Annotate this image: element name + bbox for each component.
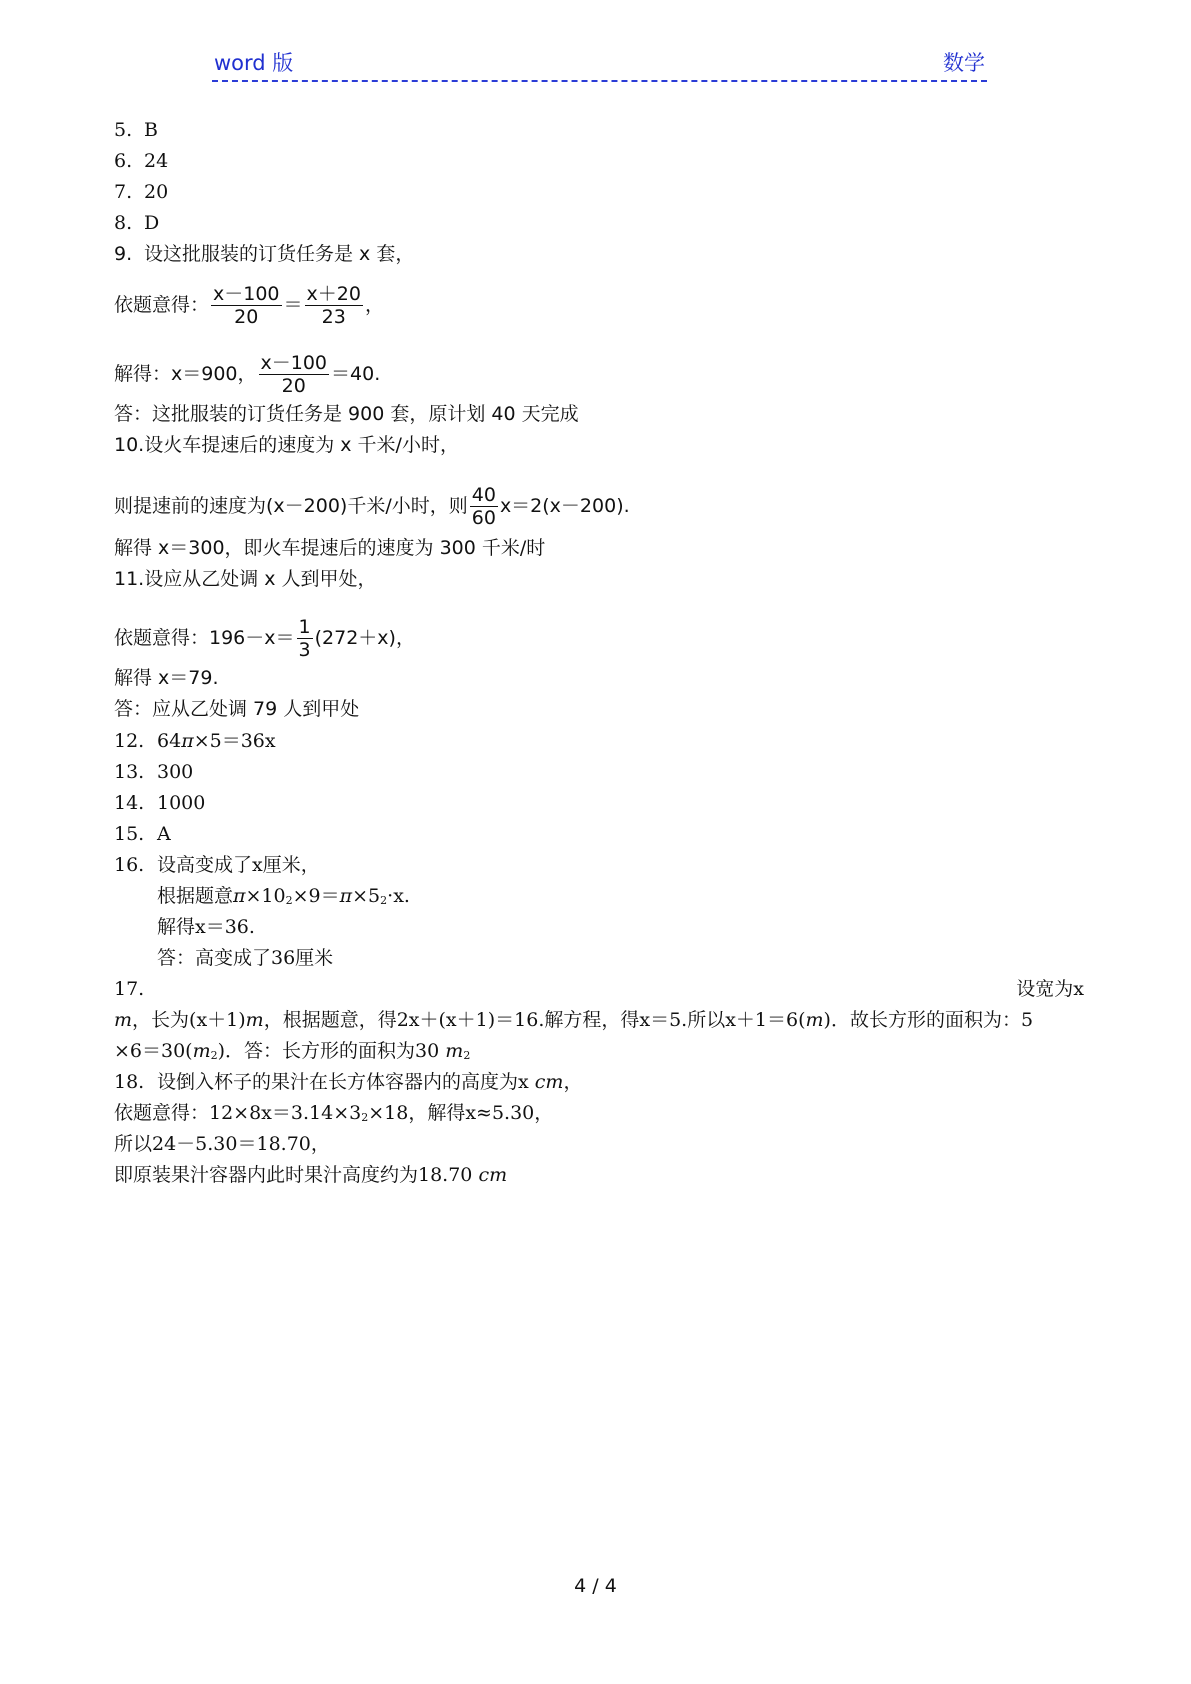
- header-right-label: 数学: [943, 51, 985, 75]
- page-number: 4 / 4: [574, 1575, 617, 1597]
- answer-11-solution: 解得 x＝79.: [114, 667, 219, 689]
- answer-16-equation: 根据题意$\pi\times 10^2\times 9=\pi\times 5^2\cdot x$.: [157, 885, 410, 907]
- answer-10-line-1: 10.设火车提速后的速度为 x 千米/小时，: [114, 434, 459, 456]
- answer-17-line-2: m，长为(x＋1)m，根据题意，得2x＋(x＋1)＝16.解方程，得x＝5.所以x＋1＝6(m)．故长方形的面积为：5: [114, 1009, 1034, 1031]
- answer-18-line-1: 18. 设倒入杯子的果汁在长方体容器内的高度为x cm，: [114, 1071, 583, 1093]
- answer-18-line-4: 即原装果汁容器内此时果汁高度约为18.70 cm: [114, 1164, 508, 1186]
- answer-13: 13. 300: [114, 761, 194, 783]
- answer-14: 14. 1000: [114, 792, 206, 814]
- answer-18-line-2: 依题意得：$12\times 8x=3.14\times 3^2\times 18$，解得x≈5.30，: [114, 1102, 554, 1124]
- answer-10-solution: 解得 x＝300，即火车提速后的速度为 300 千米/时: [114, 537, 546, 559]
- answer-9-equation: 依题意得： $\frac{x-100}{20}$ ＝ $\frac{x+20}{23}$ ，: [114, 283, 384, 328]
- answer-8: 8. D: [114, 212, 160, 234]
- answer-6: 6. 24: [114, 150, 169, 172]
- answer-5: 5. B: [114, 119, 158, 141]
- header-left-label: word 版: [214, 51, 294, 75]
- answer-17-line-3: $\times 6=30(m^2)$．答：长方形的面积为30 $m^2$: [114, 1040, 471, 1062]
- answer-12: 12. 64π×5＝36x: [114, 730, 276, 752]
- answer-10-equation: 则提速前的速度为(x－200)千米/小时，则 $\frac{40}{60}$ x＝2(x－200).: [114, 484, 630, 529]
- fraction: $\frac{40}{60}$: [471, 484, 496, 529]
- answer-9-line-1: 9. 设这批服装的订货任务是 x 套，: [114, 243, 415, 265]
- answer-7: 7. 20: [114, 181, 169, 203]
- answer-11-conclusion: 答：应从乙处调 79 人到甲处: [114, 698, 360, 720]
- fraction: $\frac{1}{3}$: [298, 616, 311, 661]
- fraction: $\frac{x+20}{23}$: [306, 283, 361, 328]
- fraction: $\frac{x-100}{20}$: [260, 352, 328, 397]
- answer-11-line-1: 11.设应从乙处调 x 人到甲处，: [114, 568, 377, 590]
- answer-9-conclusion: 答：这批服装的订货任务是 900 套，原计划 40 天完成: [114, 403, 579, 425]
- answer-16-line-1: 16. 设高变成了x厘米，: [114, 854, 320, 876]
- page-header: [212, 46, 987, 82]
- answer-9-solution: 解得：x＝900， $\frac{x-100}{20}$ ＝40.: [114, 352, 381, 397]
- answer-11-equation: 依题意得：196－x＝ $\frac{1}{3}$ (272＋x)，: [114, 616, 415, 661]
- answer-16-solution: 解得x＝36.: [157, 916, 255, 938]
- answer-15: 15. A: [114, 823, 171, 845]
- fraction: $\frac{x-100}{20}$: [213, 283, 280, 328]
- answer-16-conclusion: 答：高变成了36厘米: [157, 947, 334, 969]
- answer-18-line-3: 所以24－5.30＝18.70，: [114, 1133, 330, 1155]
- answer-17-line-1: 17. 设宽为x: [114, 978, 1084, 1000]
